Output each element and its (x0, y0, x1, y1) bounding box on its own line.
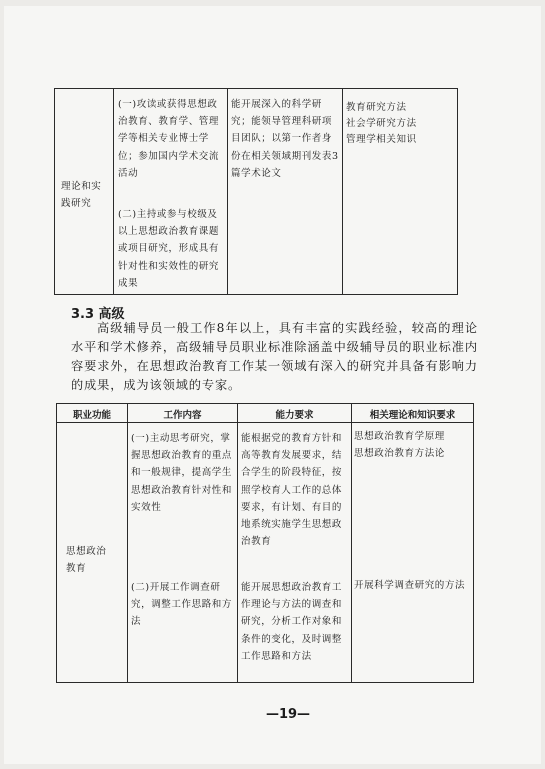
bottom-knowledge-requirement-2: 开展科学调查研究的方法 (354, 580, 466, 591)
top-work-content-1: (一)攻读或获得思想政治教育、教育学、管理学等相关专业博士学位；参加国内学术交流活动 (118, 99, 220, 179)
bottom-function-cell: 思想政治教育 (66, 546, 107, 575)
header-job-function: 职业功能 (72, 410, 111, 421)
section-title: 3.3 高级 (71, 307, 125, 322)
top-work-content-2: (二)主持或参与校级及以上思想政治教育课题或项目研究，形成具有针对性和实效性的研究成果 (118, 209, 220, 289)
header-ability-requirement: 能力要求 (275, 410, 314, 421)
bottom-work-content-2: (二)开展工作调查研究，调整工作思路和方法 (131, 582, 233, 628)
document-page (4, 6, 541, 764)
header-work-content: 工作内容 (163, 410, 202, 421)
bottom-work-content-1: (一)主动思考研究，掌握思想政治教育的重点和一般规律，提高学生思想政治教育针对性和实效性 (131, 433, 233, 513)
page-number: —19— (265, 707, 311, 722)
header-knowledge-requirement: 相关理论和知识要求 (369, 410, 456, 421)
top-knowledge-requirement: 教育研究方法 社会学研究方法 管理学相关知识 (346, 102, 417, 145)
bottom-ability-requirement-1: 能根据党的教育方针和高等教育发展要求，结合学生的阶段特征，按照学校育人工作的总体要求，有计划、有目的地系统实施学生思想政治教育 (241, 433, 343, 548)
bottom-knowledge-requirement-1: 思想政治教育学原理 思想政治教育方法论 (354, 431, 445, 460)
top-function-cell: 理论和实践研究 (61, 181, 102, 210)
bottom-ability-requirement-2: 能开展思想政治教育工作理论与方法的调查和研究，分析工作对象和条件的变化，及时调整工作思路和方法 (241, 582, 343, 662)
top-ability-requirement: 能开展深入的科学研究；能领导管理科研项目团队；以第一作者身份在相关领域期刊发表3篇学术论文 (231, 99, 339, 179)
section-paragraph: 高级辅导员一般工作8年以上，具有丰富的实践经验，较高的理论水平和学术修养，高级辅导员职业标准除涵盖中级辅导员的职业标准内容要求外，在思想政治教育工作某一领域有深入的研究并具备有影响力的成果，成为该领域的专家。 (71, 321, 478, 392)
